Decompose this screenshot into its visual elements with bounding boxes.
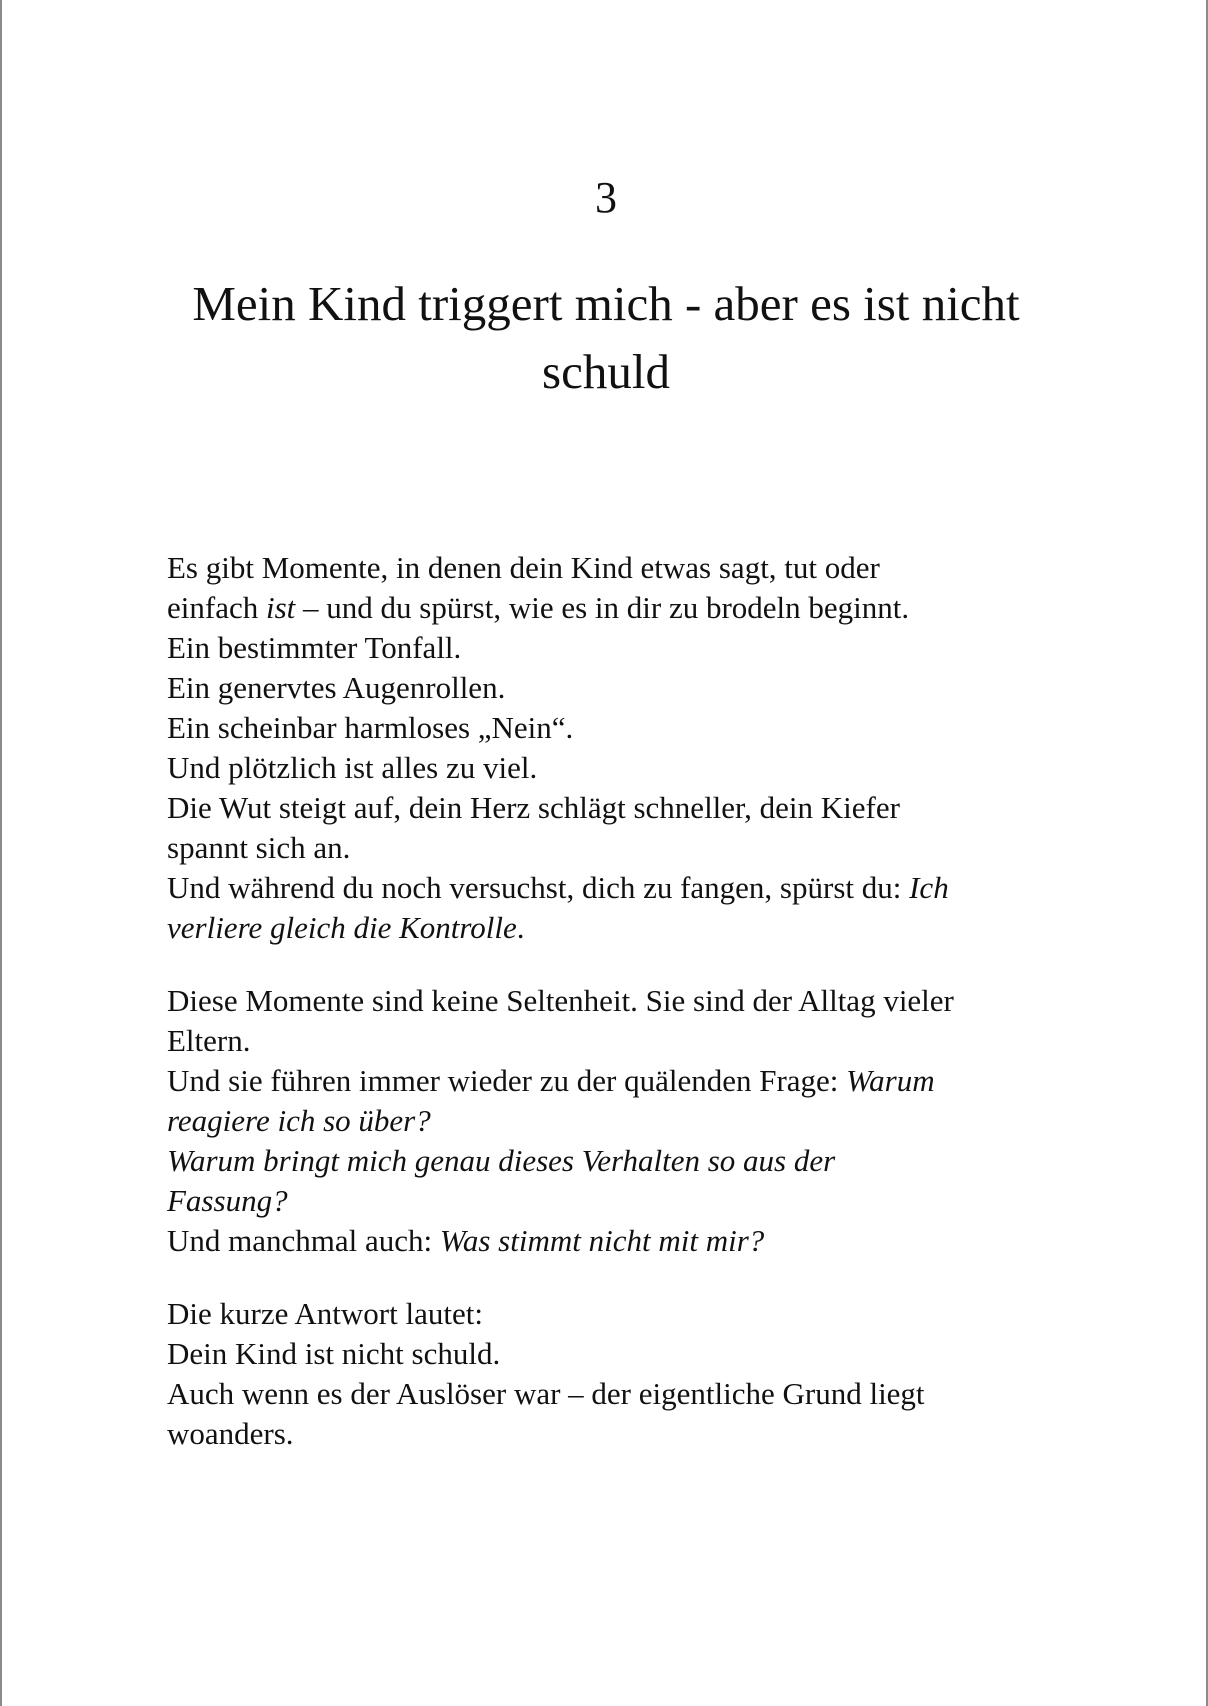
text-segment: Diese Momente sind keine Seltenheit. Sie sind der Alltag vieler	[167, 983, 954, 1018]
text-segment: Und während du noch versuchst, dich zu fangen, spürst du:	[167, 870, 910, 905]
text-segment: .	[516, 910, 525, 945]
text-segment: Die Wut steigt auf, dein Herz schlägt schneller, dein Kiefer	[167, 790, 900, 825]
text-line	[167, 1334, 1067, 1374]
text-segment: Es gibt Momente, in denen dein Kind etwas sagt, tut oder	[167, 550, 880, 585]
text-line	[167, 628, 1067, 668]
text-line	[167, 788, 1067, 828]
text-line	[167, 828, 1067, 868]
text-line	[167, 1101, 1067, 1141]
text-segment: spannt sich an.	[167, 830, 351, 865]
emphasis-text: Warum bringt mich genau dieses Verhalten so aus der	[167, 1143, 836, 1178]
text-line	[167, 548, 1067, 588]
text-line	[167, 1221, 1067, 1261]
text-line	[167, 588, 1067, 628]
chapter-number: 3	[595, 173, 617, 222]
emphasis-text: reagiere ich so über?	[167, 1103, 431, 1138]
emphasis-text: verliere gleich die Kontrolle	[167, 910, 517, 945]
chapter-title-line: Mein Kind triggert mich - aber es ist nicht	[192, 276, 1020, 331]
paragraph	[167, 981, 1067, 1261]
emphasis-text: Ich	[909, 870, 949, 905]
text-line	[167, 1374, 1067, 1414]
emphasis-text: Was stimmt nicht mit mir?	[439, 1223, 765, 1258]
text-line	[167, 908, 1067, 948]
text-line	[167, 668, 1067, 708]
text-line	[167, 1414, 1067, 1454]
text-line	[167, 1294, 1067, 1334]
paragraph	[167, 548, 1067, 948]
text-segment: woanders.	[167, 1416, 294, 1451]
text-segment: Ein bestimmter Tonfall.	[167, 630, 462, 665]
text-line	[167, 981, 1067, 1021]
text-segment: Eltern.	[167, 1023, 251, 1058]
text-segment: einfach	[167, 590, 266, 625]
text-segment: – und du spürst, wie es in dir zu brodeln beginnt.	[295, 590, 910, 625]
text-line	[167, 1181, 1067, 1221]
text-segment: Auch wenn es der Auslöser war – der eigentliche Grund liegt	[167, 1376, 925, 1411]
text-segment: Und manchmal auch:	[167, 1223, 440, 1258]
text-line	[167, 1061, 1067, 1101]
text-line	[167, 1141, 1067, 1181]
paragraph	[167, 1294, 1067, 1454]
chapter-title-line: schuld	[542, 344, 670, 399]
text-line	[167, 708, 1067, 748]
emphasis-text: Fassung?	[167, 1183, 288, 1218]
text-line	[167, 748, 1067, 788]
text-segment: Dein Kind ist nicht schuld.	[167, 1336, 501, 1371]
chapter-body	[167, 548, 1067, 1487]
text-segment: Und sie führen immer wieder zu der quälenden Frage:	[167, 1063, 847, 1098]
emphasis-text: ist	[265, 590, 296, 625]
text-line	[167, 1021, 1067, 1061]
emphasis-text: Warum	[846, 1063, 935, 1098]
text-segment: Ein scheinbar harmloses „Nein“.	[167, 710, 574, 745]
chapter-title	[152, 270, 1060, 406]
text-segment: Und plötzlich ist alles zu viel.	[167, 750, 538, 785]
text-segment: Ein genervtes Augenrollen.	[167, 670, 506, 705]
text-line	[167, 868, 1067, 908]
text-segment: Die kurze Antwort lautet:	[167, 1296, 483, 1331]
